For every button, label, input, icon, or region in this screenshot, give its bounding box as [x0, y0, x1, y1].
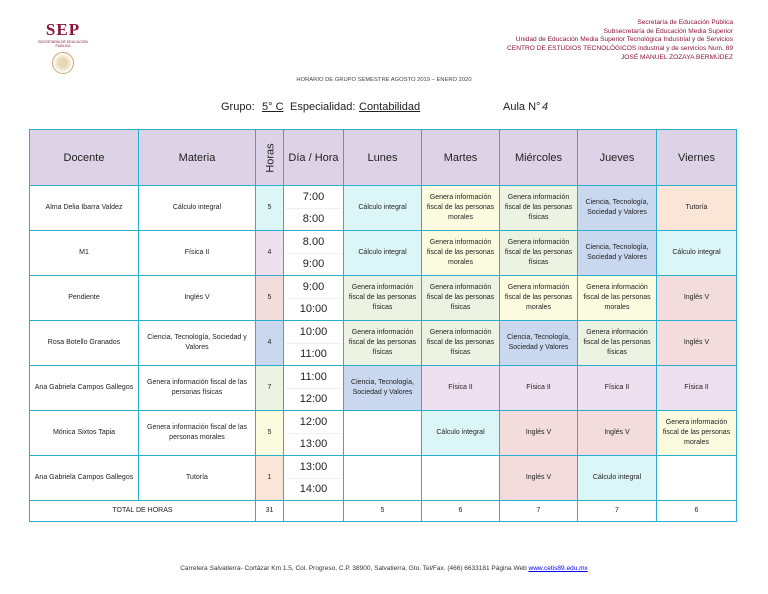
time-start: 10:00 [299, 326, 328, 338]
class-cell: Cálculo integral [344, 231, 422, 276]
docente-cell: Ana Gabriela Campos Gallegos [30, 366, 139, 411]
docente-cell: Rosa Botello Granados [30, 321, 139, 366]
group-info [0, 101, 768, 117]
materia-cell: Genera información fiscal de las personas morales [139, 411, 256, 456]
total-day-cell: 5 [344, 501, 422, 522]
materia-cell: Cálculo integral [139, 186, 256, 231]
docente-cell: Mónica Sixtos Tapia [30, 411, 139, 456]
time-end: 9:00 [286, 253, 341, 274]
time-cell [284, 366, 344, 411]
table-row [30, 276, 737, 321]
especialidad-label: Especialidad: [290, 101, 356, 113]
class-cell: Genera información fiscal de las personas físicas [500, 186, 578, 231]
class-cell: Ciencia, Tecnología, Sociedad y Valores [344, 366, 422, 411]
time-end: 10:00 [286, 298, 341, 319]
national-seal-icon [52, 52, 74, 74]
time-start: 7:00 [302, 191, 325, 203]
horas-cell: 5 [256, 186, 284, 231]
class-cell: Genera información fiscal de las personas morales [578, 276, 657, 321]
time-cell [284, 456, 344, 501]
footer-text-after: - Cortázar Km 1.5, Col. Progreso, C.P. 38900, Salvatierra, Gto. Tel/Fax. (466) 6633181 Página Web [240, 565, 529, 572]
class-cell: Genera información fiscal de las personas físicas [344, 321, 422, 366]
col-header-docente: Docente [30, 130, 139, 186]
class-cell: Ciencia, Tecnología, Sociedad y Valores [578, 186, 657, 231]
horas-cell: 5 [256, 276, 284, 321]
class-cell [657, 456, 737, 501]
docente-cell: Ana Gabriela Campos Gallegos [30, 456, 139, 501]
header-line: Subsecretaría de Educación Media Superior [603, 27, 733, 35]
table-row [30, 321, 737, 366]
table-row [30, 456, 737, 501]
class-cell: Inglés V [578, 411, 657, 456]
especialidad-value: Contabilidad [359, 101, 421, 113]
class-cell [422, 456, 500, 501]
class-cell: Física II [657, 366, 737, 411]
time-end: 12:00 [286, 388, 341, 409]
header-line: JOSÉ MANUEL ZOZAYA BERMÚDEZ [621, 53, 733, 61]
sep-logo [38, 20, 88, 74]
header-row [30, 130, 737, 186]
time-cell [284, 231, 344, 276]
class-cell: Genera información fiscal de las personas físicas [422, 276, 500, 321]
class-cell [344, 456, 422, 501]
time-cell [284, 276, 344, 321]
col-header-martes: Martes [422, 130, 500, 186]
table-row [30, 231, 737, 276]
materia-cell: Inglés V [139, 276, 256, 321]
class-cell: Ciencia, Tecnología, Sociedad y Valores [500, 321, 578, 366]
time-cell [284, 411, 344, 456]
class-cell: Genera información fiscal de las personas físicas [344, 276, 422, 321]
col-header-viernes: Viernes [657, 130, 737, 186]
class-cell [344, 411, 422, 456]
class-cell: Genera información fiscal de las personas morales [500, 276, 578, 321]
footer-text-italic: Salvatierra [209, 565, 241, 572]
header-line: CENTRO DE ESTUDIOS TECNOLÓGICOS industrial y de servicios Num. 89 [507, 45, 733, 53]
time-end: 11:00 [286, 343, 341, 364]
class-cell: Genera información fiscal de las personas morales [657, 411, 737, 456]
aula-value: 4 [542, 101, 549, 113]
aula-label: Aula N° [503, 101, 541, 113]
class-cell: Cálculo integral [657, 231, 737, 276]
materia-cell: Física II [139, 231, 256, 276]
horas-cell: 4 [256, 231, 284, 276]
class-cell: Genera información fiscal de las personas físicas [500, 231, 578, 276]
institution-header [507, 19, 733, 63]
sep-logo-subtext: SECRETARÍA DE EDUCACIÓN PÚBLICA [38, 40, 88, 48]
horas-cell: 7 [256, 366, 284, 411]
schedule-table [29, 129, 737, 522]
docente-cell: Alma Delia Ibarra Valdez [30, 186, 139, 231]
materia-cell: Genera información fiscal de las personas físicas [139, 366, 256, 411]
class-cell: Física II [422, 366, 500, 411]
horas-cell: 4 [256, 321, 284, 366]
class-cell: Inglés V [657, 321, 737, 366]
class-cell: Inglés V [500, 456, 578, 501]
time-end: 14:00 [286, 478, 341, 499]
col-header-lunes: Lunes [344, 130, 422, 186]
col-header-dia-hora: Día / Hora [284, 130, 344, 186]
class-cell: Cálculo integral [344, 186, 422, 231]
header-line: Secretaría de Educación Pública [637, 19, 733, 26]
time-start: 13:00 [299, 461, 328, 473]
grupo-label: Grupo: [221, 101, 255, 113]
table-row [30, 411, 737, 456]
time-end: 8:00 [286, 208, 341, 229]
time-start: 12:00 [299, 416, 328, 428]
time-start: 9:00 [302, 281, 325, 293]
schedule-subtitle: HORARIO DE GRUPO SEMESTRE AGOSTO 2019 – ENERO 2020 [296, 77, 472, 83]
class-cell: Genera información fiscal de las personas físicas [422, 321, 500, 366]
time-cell [284, 186, 344, 231]
docente-cell: Pendiente [30, 276, 139, 321]
grupo-value: 5° C [262, 101, 284, 113]
total-blank [284, 501, 344, 522]
total-day-cell: 6 [657, 501, 737, 522]
col-header-horas [256, 130, 284, 186]
total-day-cell: 6 [422, 501, 500, 522]
header-line: Unidad de Educación Media Superior Tecnológica Industrial y de Servicios [515, 36, 733, 44]
class-cell: Física II [500, 366, 578, 411]
col-header-jueves: Jueves [578, 130, 657, 186]
col-header-materia: Materia [139, 130, 256, 186]
col-header-horas-label: Horas [264, 142, 277, 173]
class-cell: Genera información fiscal de las personas físicas [578, 321, 657, 366]
total-horas: 31 [256, 501, 284, 522]
time-start: 11:00 [300, 371, 327, 383]
total-day-cell: 7 [500, 501, 578, 522]
table-row [30, 366, 737, 411]
class-cell: Genera información fiscal de las personas morales [422, 231, 500, 276]
class-cell: Genera información fiscal de las personas morales [422, 186, 500, 231]
class-cell: Inglés V [657, 276, 737, 321]
class-cell: Ciencia, Tecnología, Sociedad y Valores [578, 231, 657, 276]
time-cell [284, 321, 344, 366]
total-day-cell: 7 [578, 501, 657, 522]
footer-address [0, 565, 768, 572]
sep-logo-text: SEP [45, 20, 81, 39]
footer-text-before: Carretera [180, 565, 210, 572]
footer-website-link[interactable]: www.cetis89.edu.mx [528, 565, 588, 572]
col-header-miercoles: Miércoles [500, 130, 578, 186]
time-end: 13:00 [286, 433, 341, 454]
time-start: 8.00 [302, 236, 325, 248]
class-cell: Inglés V [500, 411, 578, 456]
class-cell: Cálculo integral [422, 411, 500, 456]
total-label: TOTAL DE HORAS [30, 501, 256, 522]
docente-cell: M1 [30, 231, 139, 276]
class-cell: Tutoría [657, 186, 737, 231]
horas-cell: 1 [256, 456, 284, 501]
class-cell: Física II [578, 366, 657, 411]
materia-cell: Ciencia, Tecnología, Sociedad y Valores [139, 321, 256, 366]
class-cell: Cálculo integral [578, 456, 657, 501]
horas-cell: 5 [256, 411, 284, 456]
materia-cell: Tutoría [139, 456, 256, 501]
table-row [30, 186, 737, 231]
totals-row [30, 501, 737, 522]
